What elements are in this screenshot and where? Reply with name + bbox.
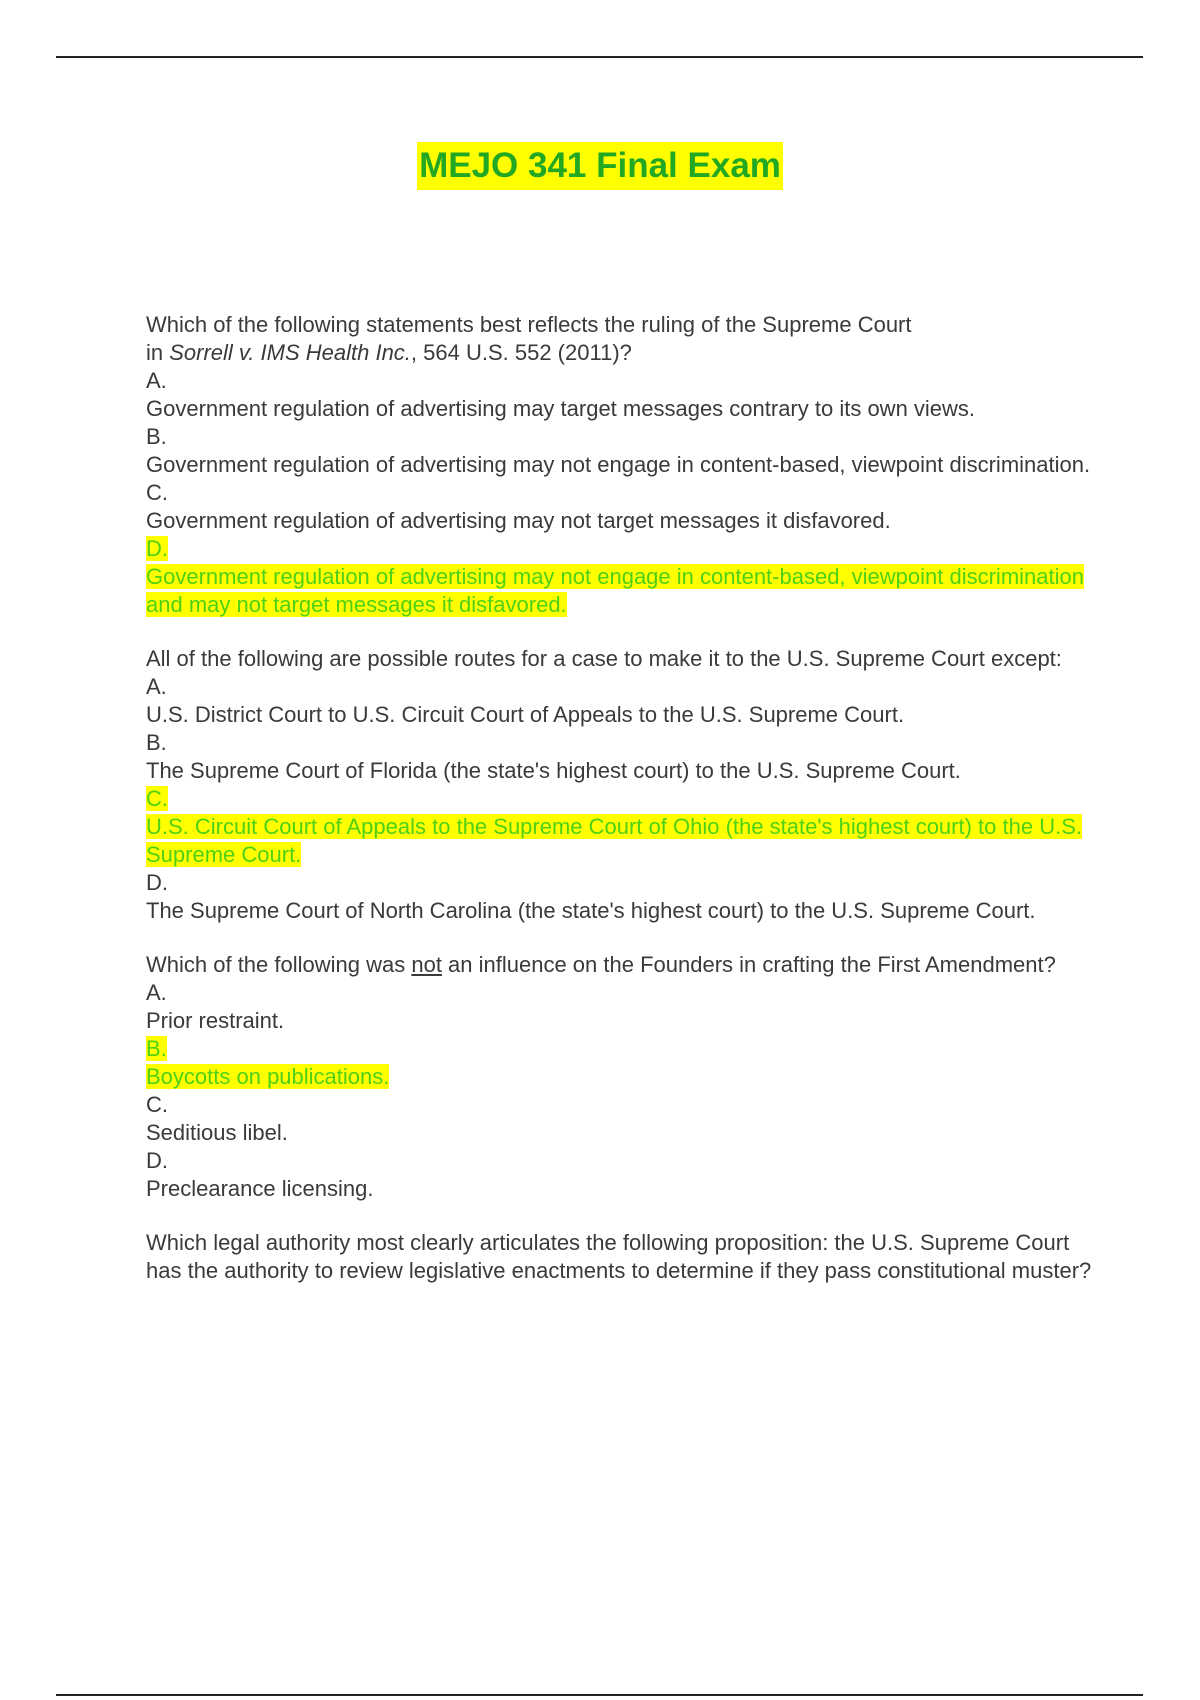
option-text-content: Preclearance licensing. — [146, 1176, 374, 1201]
option-letter-text: D. — [146, 870, 168, 895]
correct-option-text — [146, 1063, 1096, 1091]
option-text — [146, 1007, 1096, 1035]
question-4 — [146, 1229, 1096, 1285]
question-4-stem: Which legal authority most clearly articulates the following proposition: the U.S. Supreme Court has the authority to review legislative enactments to determine if they pass constitutional muster? — [146, 1230, 1092, 1283]
option-text — [146, 897, 1096, 925]
question-2-stem: All of the following are possible routes for a case to make it to the U.S. Supreme Court except: — [146, 646, 1062, 671]
option-letter — [146, 729, 1096, 757]
question-1-case-name: Sorrell v. IMS Health Inc. — [169, 340, 411, 365]
option-letter — [146, 979, 1096, 1007]
option-letter — [146, 1147, 1096, 1175]
option-text — [146, 1175, 1096, 1203]
option-letter-text: A. — [146, 980, 167, 1005]
correct-option-letter — [146, 535, 1096, 563]
option-text — [146, 701, 1096, 729]
highlighted-answer-letter: C. — [146, 786, 168, 811]
option-letter-text: B. — [146, 424, 167, 449]
option-text-content: Seditious libel. — [146, 1120, 288, 1145]
option-text — [146, 507, 1096, 535]
question-3-stem-pre: Which of the following was — [146, 952, 412, 977]
option-letter-text: D. — [146, 1148, 168, 1173]
highlighted-answer-text: U.S. Circuit Court of Appeals to the Supreme Court of Ohio (the state's highest court) to the U.S. Supreme Court. — [146, 814, 1082, 867]
option-letter — [146, 367, 1096, 395]
option-letter — [146, 1091, 1096, 1119]
correct-option-letter — [146, 1035, 1096, 1063]
question-3-underlined-word: not — [411, 952, 442, 977]
question-3 — [146, 951, 1096, 1203]
option-letter — [146, 673, 1096, 701]
question-1-stem — [146, 311, 1096, 367]
option-letter — [146, 423, 1096, 451]
correct-option-letter — [146, 785, 1096, 813]
option-text-content: The Supreme Court of Florida (the state's highest court) to the U.S. Supreme Court. — [146, 758, 961, 783]
question-1-stem-pre: in — [146, 340, 170, 365]
option-letter-text: C. — [146, 480, 168, 505]
option-text-content: Government regulation of advertising may not target messages it disfavored. — [146, 508, 891, 533]
option-letter-text: A. — [146, 674, 167, 699]
option-letter — [146, 479, 1096, 507]
page-title: MEJO 341 Final Exam — [417, 142, 783, 190]
title-container — [0, 142, 1200, 190]
option-text — [146, 451, 1096, 479]
option-text-content: U.S. District Court to U.S. Circuit Court of Appeals to the U.S. Supreme Court. — [146, 702, 905, 727]
option-text — [146, 757, 1096, 785]
highlighted-answer-letter: B. — [146, 1036, 167, 1061]
question-1 — [146, 311, 1096, 619]
question-1-stem-line1: Which of the following statements best reflects the ruling of the Supreme Court — [146, 312, 912, 337]
bottom-divider — [56, 1694, 1143, 1696]
correct-option-text — [146, 563, 1096, 619]
option-text — [146, 395, 1096, 423]
option-text-content: Government regulation of advertising may target messages contrary to its own views. — [146, 396, 976, 421]
option-text-content: Prior restraint. — [146, 1008, 285, 1033]
option-text-content: Government regulation of advertising may not engage in content-based, viewpoint discrimination. — [146, 452, 1091, 477]
top-divider — [56, 56, 1143, 58]
question-3-stem-post: an influence on the Founders in crafting the First Amendment? — [441, 952, 1056, 977]
option-text — [146, 1119, 1096, 1147]
question-3-stem — [146, 951, 1096, 979]
highlighted-answer-letter: D. — [146, 536, 168, 561]
correct-option-text — [146, 813, 1096, 869]
option-letter-text: C. — [146, 1092, 168, 1117]
highlighted-answer-text: Government regulation of advertising may not engage in content-based, viewpoint discrimination and may not target messages it disfavored. — [146, 564, 1084, 617]
option-text-content: The Supreme Court of North Carolina (the state's highest court) to the U.S. Supreme Court. — [146, 898, 1036, 923]
exam-content — [146, 311, 1096, 1311]
option-letter-text: A. — [146, 368, 167, 393]
question-2 — [146, 645, 1096, 925]
question-1-stem-post: , 564 U.S. 552 (2011)? — [410, 340, 632, 365]
highlighted-answer-text: Boycotts on publications. — [146, 1064, 390, 1089]
option-letter — [146, 869, 1096, 897]
option-letter-text: B. — [146, 730, 167, 755]
